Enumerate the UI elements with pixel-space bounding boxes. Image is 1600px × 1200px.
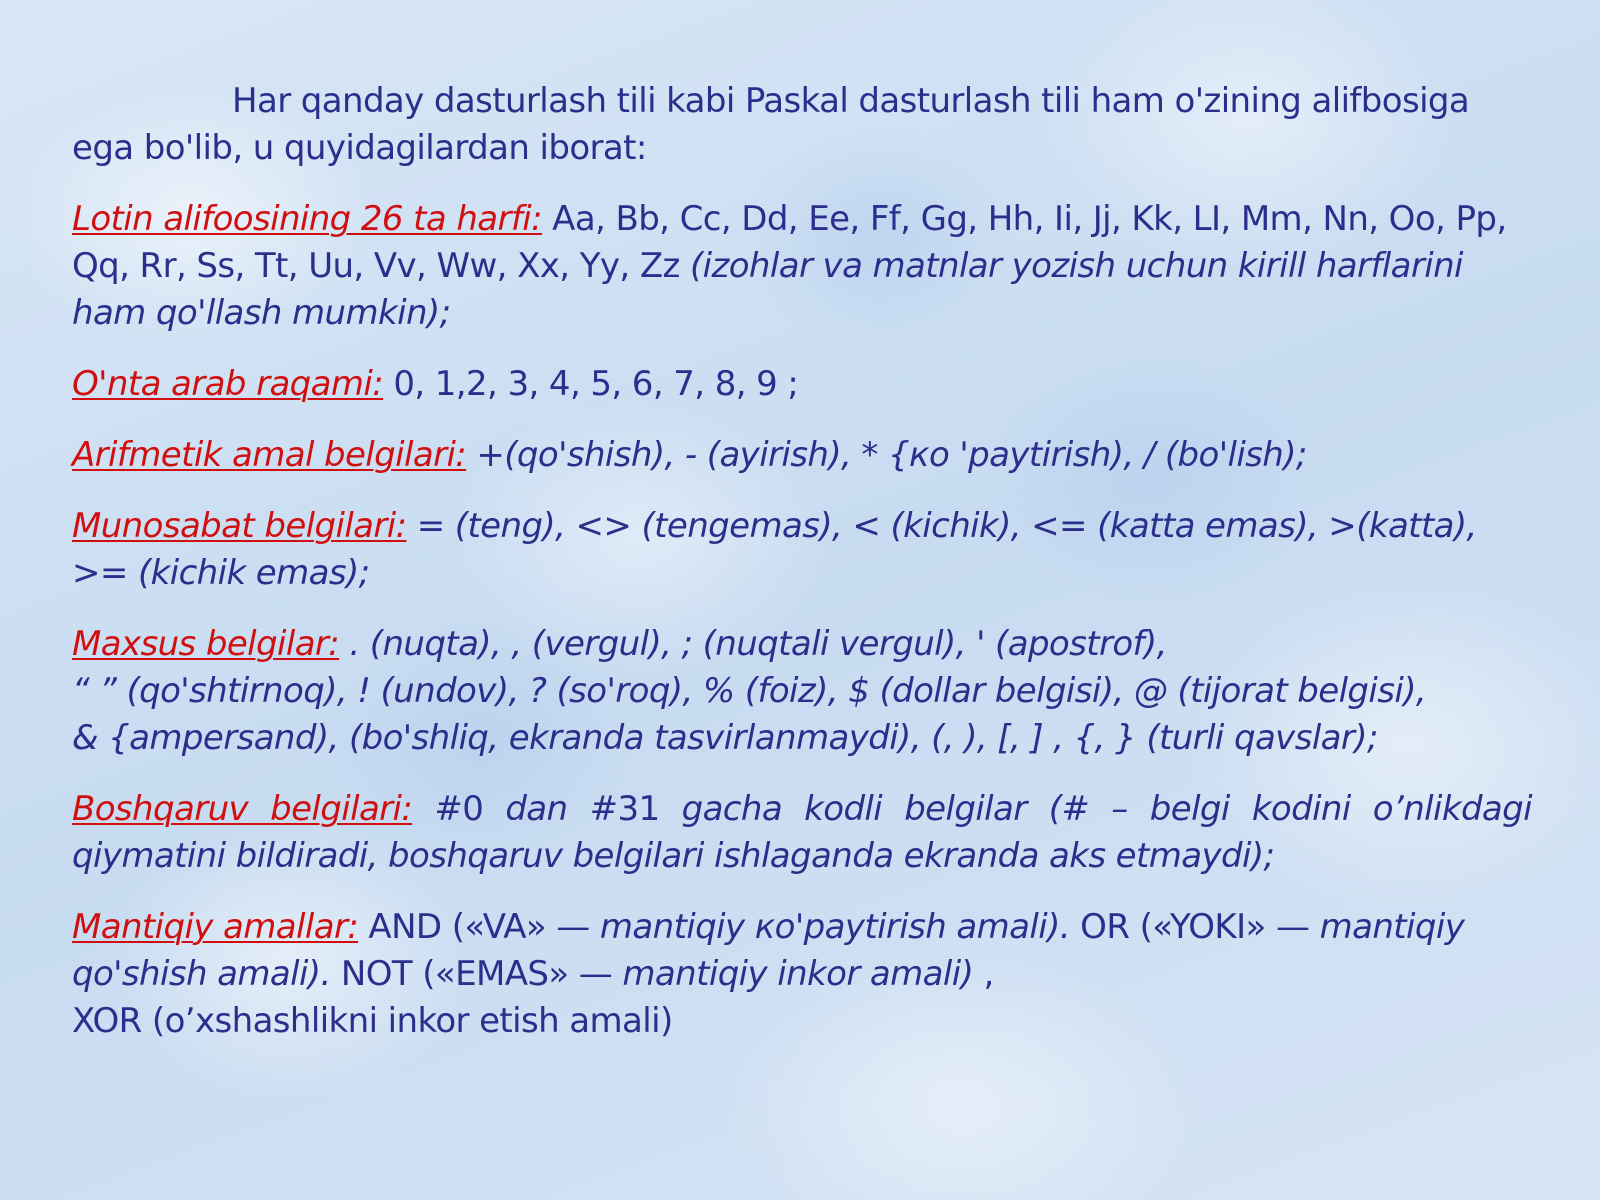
control-label: Boshqaruv belgilari: bbox=[72, 789, 413, 829]
letters-note: (izohlar va matnlar yozish uchun kirill harflarini ham qo'llash mumkin); bbox=[72, 246, 1463, 333]
special-line3: & {ampersand), (bo'shliq, ekranda tasvirlanmaydi), (, ), [, ] , {, } (turli qavslar); bbox=[72, 718, 1378, 758]
arithmetic-paragraph bbox=[72, 432, 1532, 479]
logic-label: Mantiqiy amallar: bbox=[72, 907, 359, 947]
control-description: gacha kodli belgilar (# – belgi kodini o’nlikdagi qiymatini bildiradi, boshqaruv belgilari ishlaganda ekranda aks etmaydi); bbox=[72, 789, 1532, 876]
logic-not-description: mantiqiy inkor amali) bbox=[622, 954, 984, 994]
relations-paragraph bbox=[72, 503, 1532, 597]
intro-paragraph: Har qanday dasturlash tili kabi Paskal dasturlash tili ham o'zining alifbosiga ega bo'lib, u quyidagilardan iborat: bbox=[72, 81, 1470, 168]
control-word-dan: dan bbox=[505, 789, 568, 829]
letters-paragraph bbox=[72, 196, 1532, 337]
control-code-start: #0 bbox=[412, 789, 506, 829]
logic-or-description: mantiqiy qo'shish amali). bbox=[72, 907, 1465, 994]
relations-label: Munosabat belgilari: bbox=[72, 506, 407, 546]
letters-text: Aa, Bb, Cc, Dd, Ee, Ff, Gg, Hh, Ii, Jj, Kk, LI, Mm, Nn, Oo, Pp, Qq, Rr, Ss, Tt, Uu, Vv, Ww, Xx, Yy, Zz bbox=[72, 199, 1507, 286]
special-line1: . (nuqta), , (vergul), ; (nuqtali vergul), ' (apostrof), bbox=[339, 624, 1167, 664]
control-paragraph bbox=[72, 786, 1532, 880]
logic-and-description: mantiqiy ко'paytirish amali). bbox=[599, 907, 1070, 947]
logic-not: NOT («EMAS» — bbox=[330, 954, 623, 994]
special-label: Maxsus belgilar: bbox=[72, 624, 340, 664]
arithmetic-label: Arifmetik amal belgilari: bbox=[72, 435, 467, 475]
logic-or: OR («YOKI» — bbox=[1069, 907, 1320, 947]
special-line2: “ ” (qo'shtirnoq), ! (undov), ? (so'roq), % (foiz), $ (dollar belgisi), @ (tijorat belgisi), bbox=[72, 671, 1427, 711]
arithmetic-text: +(qo'shish), - (ayirish), * {ко 'paytirish), / (bo'lish); bbox=[466, 435, 1307, 475]
digits-paragraph bbox=[72, 361, 1532, 408]
digits-text: 0, 1,2, 3, 4, 5, 6, 7, 8, 9 ; bbox=[383, 364, 799, 404]
logic-and: AND («VA» — bbox=[358, 907, 600, 947]
control-code-end: #31 bbox=[567, 789, 682, 829]
relations-text: = (teng), <> (tengemas), < (kichik), <= (katta emas), >(katta), >= (kichik emas); bbox=[72, 506, 1477, 593]
letters-label: Lotin alifoosining 26 ta harfi: bbox=[72, 199, 542, 239]
slide-content bbox=[72, 78, 1532, 1069]
logic-not-end: , bbox=[983, 954, 994, 994]
logic-xor: XOR (o’xshashlikni inkor etish amali) bbox=[72, 1001, 673, 1041]
logic-paragraph bbox=[72, 904, 1532, 1045]
special-paragraph bbox=[72, 621, 1532, 762]
digits-label: O'nta arab raqami: bbox=[72, 364, 384, 404]
